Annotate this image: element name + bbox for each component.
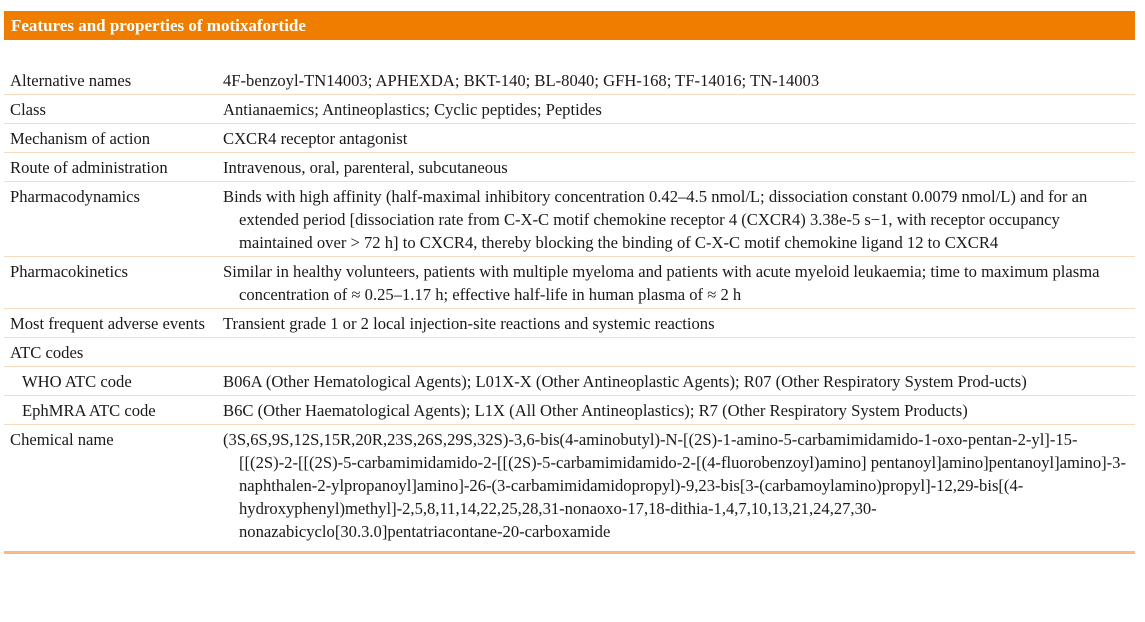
row-value: (3S,6S,9S,12S,15R,20R,23S,26S,29S,32S)-3,6-bis(4-aminobutyl)-N-[(2S)-1-amino-5-carbamimidamido-1-oxo-pentan-2-yl]-15-[[(2S)-2-[[(2S)-5-carbamimidamido-2-[[(2S)-5-carbamimidamido-2-[(4-fluorobenzoyl)amino] pentanoyl]amino]pentanoyl]amino]-3-naphthalen-2-ylpropanoyl]amino]-26-(3-carbamimidamidopropyl)-9,23-bis[3-(carbamoylamino)propyl]-12,29-bis[(4-hydroxyphenyl)methyl]-2,5,8,11,14,22,25,28,31-nonaoxo-17,18-dithia-1,4,7,10,13,21,24,27,30-nonazabicyclo[30.3.0]pentatriacontane-20-carboxamide (223, 430, 1126, 541)
table-row (4, 182, 1135, 257)
table-row (4, 338, 1135, 367)
row-value: Binds with high affinity (half-maximal inhibitory concentration 0.42–4.5 nmol/L; dissociation constant 0.0079 nmol/L) and for an extended period [dissociation rate from C-X-C motif chemokine receptor 4 (CXCR4) 3.38e-5 s−1, with receptor occupancy maintained over > 72 h] to CXCR4, thereby blocking the binding of C-X-C motif chemokine ligand 12 to CXCR4 (223, 187, 1088, 252)
row-value: Intravenous, oral, parenteral, subcutaneous (223, 158, 508, 177)
table-row (4, 309, 1135, 338)
table-row (4, 425, 1135, 553)
table-row (4, 124, 1135, 153)
row-value: 4F-benzoyl-TN14003; APHEXDA; BKT-140; BL-8040; GFH-168; TF-14016; TN-14003 (223, 71, 820, 90)
row-label: Alternative names (10, 71, 132, 90)
table-row (4, 396, 1135, 425)
row-label: Chemical name (10, 430, 114, 449)
row-value: CXCR4 receptor antagonist (223, 129, 408, 148)
row-label: Most frequent adverse events (10, 314, 205, 333)
table-row (4, 66, 1135, 95)
table-row (4, 367, 1135, 396)
table-row (4, 257, 1135, 309)
table-row (4, 95, 1135, 124)
row-value: B06A (Other Hematological Agents); L01X-X (Other Antineoplastic Agents); R07 (Other Respiratory System Prod-ucts) (223, 372, 1027, 391)
row-label: Mechanism of action (10, 129, 151, 148)
row-label: Route of administration (10, 158, 168, 177)
table-title: Features and properties of motixafortide (4, 11, 1135, 40)
row-label: Class (10, 100, 46, 119)
row-value: Antianaemics; Antineoplastics; Cyclic peptides; Peptides (223, 100, 602, 119)
table-row (4, 153, 1135, 182)
row-value: B6C (Other Haematological Agents); L1X (All Other Antineoplastics); R7 (Other Respiratory System Products) (223, 401, 968, 420)
row-value: Transient grade 1 or 2 local injection-site reactions and systemic reactions (223, 314, 715, 333)
row-label: ATC codes (10, 343, 84, 362)
row-value: Similar in healthy volunteers, patients with multiple myeloma and patients with acute myeloid leukaemia; time to maximum plasma concentration of ≈ 0.25–1.17 h; effective half-life in human plasma of ≈ 2 h (223, 262, 1100, 304)
row-label: EphMRA ATC code (22, 401, 156, 420)
row-label: WHO ATC code (22, 372, 132, 391)
row-label: Pharmacokinetics (10, 262, 128, 281)
row-label: Pharmacodynamics (10, 187, 140, 206)
properties-table (4, 66, 1135, 554)
